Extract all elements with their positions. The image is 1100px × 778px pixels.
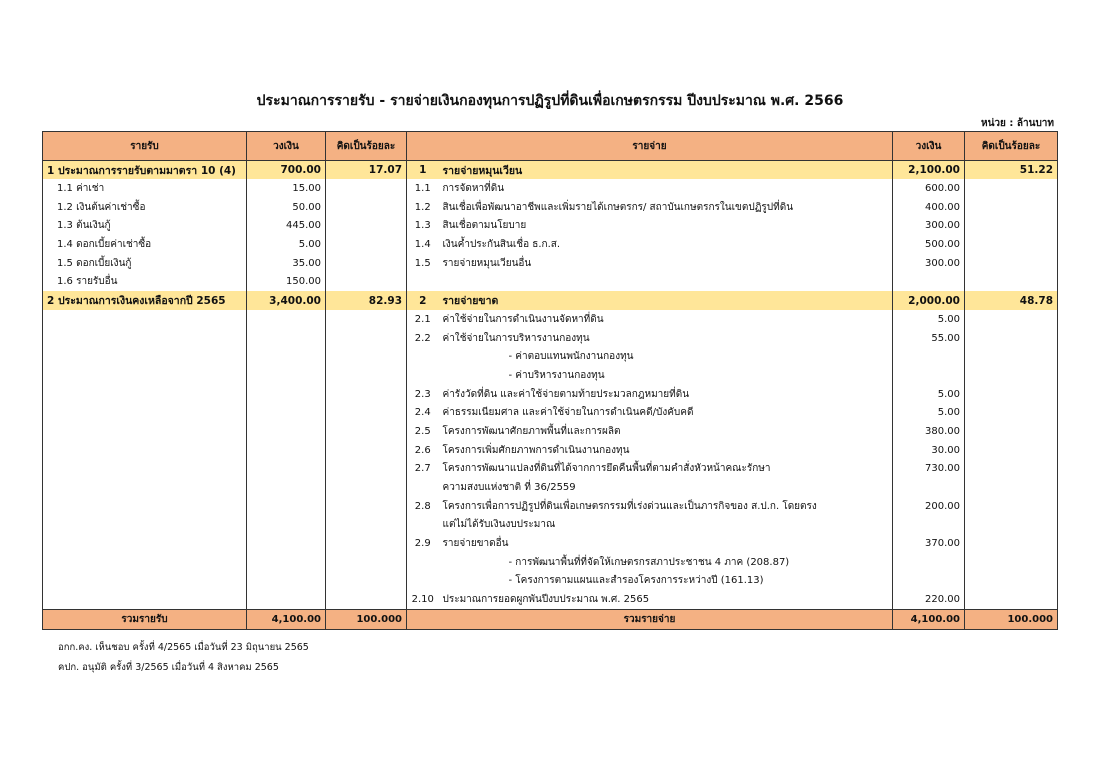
- expense-item: สินเชื่อเพื่อพัฒนาอาชีพและเพิ่มรายได้เกษตรกร/ สถาบันเกษตรกรในเขตปฏิรูปที่ดิน: [439, 198, 893, 217]
- income-amount: [247, 310, 326, 329]
- income-percent-header: คิดเป็นร้อยละ: [326, 132, 407, 161]
- income-amount: [247, 422, 326, 441]
- expense-header: รายจ่าย: [407, 132, 893, 161]
- unit-label: หน่วย : ล้านบาท: [981, 118, 1054, 129]
- report-title: ประมาณการรายรับ - รายจ่ายเงินกองทุนการปฏิรูปที่ดินเพื่อเกษตรกรรม ปีงบประมาณ พ.ศ. 2566: [256, 93, 844, 109]
- table-row: [43, 347, 1058, 366]
- expense-number: 2.8: [407, 497, 439, 516]
- income-amount: [247, 441, 326, 460]
- table-row: [43, 516, 1058, 535]
- income-item: [43, 516, 247, 535]
- expense-item: โครงการพัฒนาแปลงที่ดินที่ได้จากการยึดคืนพื้นที่ตามคำสั่งหัวหน้าคณะรักษา: [439, 460, 893, 479]
- income-percent: [326, 310, 407, 329]
- expense-number: 2.4: [407, 403, 439, 422]
- table-row: [43, 291, 1058, 310]
- table-row: [43, 179, 1058, 198]
- expense-percent: [965, 572, 1058, 591]
- expense-amount-header: วงเงิน: [893, 132, 965, 161]
- table-row: [43, 572, 1058, 591]
- income-item: [43, 441, 247, 460]
- table-row: [43, 235, 1058, 254]
- expense-number: 2.7: [407, 460, 439, 479]
- expense-item: - ค่าตอบแทนพนักงานกองทุน: [439, 347, 893, 366]
- income-amount: [247, 329, 326, 348]
- expense-item: รายจ่ายหมุนเวียนอื่น: [439, 254, 893, 273]
- income-amount: [247, 497, 326, 516]
- expense-item: โครงการเพื่อการปฏิรูปที่ดินเพื่อเกษตรกรรมที่เร่งด่วนและเป็นภารกิจของ ส.ป.ก. โดยตรง: [439, 497, 893, 516]
- income-item: [43, 385, 247, 404]
- income-percent: [326, 347, 407, 366]
- expense-number: 2.2: [407, 329, 439, 348]
- notes: [58, 638, 309, 678]
- expense-amount: [893, 478, 965, 497]
- income-item: 1.4 ดอกเบี้ยค่าเช่าซื้อ: [43, 235, 247, 254]
- expense-total-label: รวมรายจ่าย: [407, 609, 893, 629]
- income-percent: [326, 553, 407, 572]
- expense-amount: 5.00: [893, 403, 965, 422]
- income-percent: [326, 179, 407, 198]
- expense-item: - การพัฒนาพื้นที่ที่จัดให้เกษตรกรสภาประชาชน 4 ภาค (208.87): [439, 553, 893, 572]
- income-item: [43, 422, 247, 441]
- expense-item: การจัดหาที่ดิน: [439, 179, 893, 198]
- table-row: [43, 422, 1058, 441]
- expense-total-amount: 4,100.00: [893, 609, 965, 629]
- income-amount: 5.00: [247, 235, 326, 254]
- expense-percent-header: คิดเป็นร้อยละ: [965, 132, 1058, 161]
- expense-total-percent: 100.000: [965, 609, 1058, 629]
- table-row: [43, 310, 1058, 329]
- expense-amount: 300.00: [893, 254, 965, 273]
- table-row: [43, 329, 1058, 348]
- note-approval-1: อกก.คง. เห็นชอบ ครั้งที่ 4/2565 เมื่อวันที่ 23 มิถุนายน 2565: [58, 642, 309, 653]
- expense-amount: 55.00: [893, 329, 965, 348]
- table-row: [43, 198, 1058, 217]
- expense-percent: [965, 403, 1058, 422]
- expense-item: ค่าใช้จ่ายในการดำเนินงานจัดหาที่ดิน: [439, 310, 893, 329]
- expense-number: 2.10: [407, 590, 439, 609]
- income-percent: [326, 516, 407, 535]
- expense-percent: [965, 217, 1058, 236]
- income-item: [43, 478, 247, 497]
- income-amount: [247, 478, 326, 497]
- expense-number: 1: [407, 161, 439, 180]
- expense-percent: [965, 441, 1058, 460]
- income-amount: [247, 366, 326, 385]
- expense-percent: [965, 329, 1058, 348]
- income-amount: [247, 553, 326, 572]
- table-row: [43, 534, 1058, 553]
- expense-percent: [965, 497, 1058, 516]
- expense-percent: [965, 235, 1058, 254]
- income-total-label: รวมรายรับ: [43, 609, 247, 629]
- expense-item: โครงการเพิ่มศักยภาพการดำเนินงานกองทุน: [439, 441, 893, 460]
- income-percent: [326, 403, 407, 422]
- expense-item: ความสงบแห่งชาติ ที่ 36/2559: [439, 478, 893, 497]
- income-percent: [326, 385, 407, 404]
- expense-percent: [965, 590, 1058, 609]
- expense-amount: [893, 553, 965, 572]
- header-row: [43, 132, 1058, 161]
- budget-table: [42, 131, 1058, 630]
- expense-amount: 30.00: [893, 441, 965, 460]
- expense-amount: 300.00: [893, 217, 965, 236]
- expense-amount: 5.00: [893, 385, 965, 404]
- expense-number: [407, 516, 439, 535]
- income-item: [43, 310, 247, 329]
- income-percent: [326, 254, 407, 273]
- income-percent: [326, 441, 407, 460]
- income-percent: [326, 572, 407, 591]
- expense-percent: [965, 179, 1058, 198]
- income-amount: [247, 516, 326, 535]
- expense-item: - ค่าบริหารงานกองทุน: [439, 366, 893, 385]
- expense-amount: [893, 347, 965, 366]
- income-item: [43, 590, 247, 609]
- expense-number: 2.1: [407, 310, 439, 329]
- expense-percent: [965, 460, 1058, 479]
- expense-amount: 220.00: [893, 590, 965, 609]
- expense-number: 1.2: [407, 198, 439, 217]
- table-row: [43, 590, 1058, 609]
- income-amount: 15.00: [247, 179, 326, 198]
- expense-amount: 400.00: [893, 198, 965, 217]
- expense-number: 2: [407, 291, 439, 310]
- expense-number: 1.1: [407, 179, 439, 198]
- expense-number: [407, 478, 439, 497]
- income-amount: [247, 572, 326, 591]
- expense-amount: 200.00: [893, 497, 965, 516]
- expense-item: รายจ่ายขาด: [439, 291, 893, 310]
- income-percent: 17.07: [326, 161, 407, 180]
- income-percent: [326, 198, 407, 217]
- income-item: [43, 329, 247, 348]
- note-approval-2: คปก. อนุมัติ ครั้งที่ 3/2565 เมื่อวันที่ 4 สิงหาคม 2565: [58, 662, 279, 673]
- expense-percent: [965, 254, 1058, 273]
- income-total-percent: 100.000: [326, 609, 407, 629]
- expense-item: ค่าใช้จ่ายในการบริหารงานกองทุน: [439, 329, 893, 348]
- income-item: [43, 403, 247, 422]
- expense-item: เงินค้ำประกันสินเชื่อ ธ.ก.ส.: [439, 235, 893, 254]
- income-item: 1 ประมาณการรายรับตามมาตรา 10 (4): [43, 161, 247, 180]
- totals-row: [43, 609, 1058, 629]
- expense-number: 2.9: [407, 534, 439, 553]
- expense-amount: 5.00: [893, 310, 965, 329]
- table-row: [43, 403, 1058, 422]
- income-percent: 82.93: [326, 291, 407, 310]
- table-body: [43, 161, 1058, 610]
- table-row: [43, 497, 1058, 516]
- expense-number: [407, 572, 439, 591]
- table-row: [43, 441, 1058, 460]
- expense-item: ค่ารังวัดที่ดิน และค่าใช้จ่ายตามท้ายประมวลกฎหมายที่ดิน: [439, 385, 893, 404]
- expense-number: [407, 273, 439, 292]
- income-item: 1.3 ต้นเงินกู้: [43, 217, 247, 236]
- income-header: รายรับ: [43, 132, 247, 161]
- income-amount: 700.00: [247, 161, 326, 180]
- income-amount: 445.00: [247, 217, 326, 236]
- table-row: [43, 254, 1058, 273]
- expense-percent: [965, 478, 1058, 497]
- expense-number: 1.4: [407, 235, 439, 254]
- expense-amount: 2,100.00: [893, 161, 965, 180]
- table-row: [43, 217, 1058, 236]
- expense-amount: 500.00: [893, 235, 965, 254]
- income-percent: [326, 217, 407, 236]
- expense-amount: [893, 366, 965, 385]
- income-percent: [326, 329, 407, 348]
- expense-item: สินเชื่อตามนโยบาย: [439, 217, 893, 236]
- expense-item: [439, 273, 893, 292]
- income-amount: [247, 534, 326, 553]
- table-row: [43, 460, 1058, 479]
- expense-amount: 600.00: [893, 179, 965, 198]
- expense-number: [407, 553, 439, 572]
- expense-percent: 48.78: [965, 291, 1058, 310]
- income-amount: [247, 385, 326, 404]
- expense-item: - โครงการตามแผนและสำรองโครงการระหว่างปี (161.13): [439, 572, 893, 591]
- income-percent: [326, 422, 407, 441]
- expense-percent: [965, 198, 1058, 217]
- income-item: [43, 553, 247, 572]
- expense-number: [407, 366, 439, 385]
- income-percent: [326, 590, 407, 609]
- expense-percent: [965, 273, 1058, 292]
- income-item: 1.2 เงินต้นค่าเช่าซื้อ: [43, 198, 247, 217]
- income-amount: [247, 403, 326, 422]
- expense-percent: 51.22: [965, 161, 1058, 180]
- income-item: [43, 572, 247, 591]
- expense-item: ประมาณการยอดผูกพันปีงบประมาณ พ.ศ. 2565: [439, 590, 893, 609]
- expense-amount: 380.00: [893, 422, 965, 441]
- table-row: [43, 478, 1058, 497]
- income-item: [43, 366, 247, 385]
- income-percent: [326, 235, 407, 254]
- income-percent: [326, 534, 407, 553]
- table-row: [43, 553, 1058, 572]
- expense-item: รายจ่ายหมุนเวียน: [439, 161, 893, 180]
- income-item: [43, 460, 247, 479]
- income-amount: 3,400.00: [247, 291, 326, 310]
- expense-amount: 730.00: [893, 460, 965, 479]
- expense-number: 2.5: [407, 422, 439, 441]
- table-row: [43, 385, 1058, 404]
- income-item: 1.6 รายรับอื่น: [43, 273, 247, 292]
- expense-number: [407, 347, 439, 366]
- income-total-amount: 4,100.00: [247, 609, 326, 629]
- income-amount: 50.00: [247, 198, 326, 217]
- income-item: 2 ประมาณการเงินคงเหลือจากปี 2565: [43, 291, 247, 310]
- expense-percent: [965, 366, 1058, 385]
- income-percent: [326, 366, 407, 385]
- expense-percent: [965, 534, 1058, 553]
- income-amount: [247, 590, 326, 609]
- income-percent: [326, 273, 407, 292]
- expense-number: 2.3: [407, 385, 439, 404]
- income-percent: [326, 460, 407, 479]
- income-percent: [326, 497, 407, 516]
- income-amount: 35.00: [247, 254, 326, 273]
- expense-amount: 370.00: [893, 534, 965, 553]
- expense-amount: [893, 572, 965, 591]
- expense-item: ค่าธรรมเนียมศาล และค่าใช้จ่ายในการดำเนินคดี/บังคับคดี: [439, 403, 893, 422]
- income-amount: 150.00: [247, 273, 326, 292]
- expense-percent: [965, 310, 1058, 329]
- expense-percent: [965, 516, 1058, 535]
- income-item: [43, 534, 247, 553]
- income-amount-header: วงเงิน: [247, 132, 326, 161]
- income-item: [43, 347, 247, 366]
- expense-percent: [965, 385, 1058, 404]
- income-item: [43, 497, 247, 516]
- table-row: [43, 366, 1058, 385]
- table-row: [43, 161, 1058, 180]
- expense-number: 1.5: [407, 254, 439, 273]
- income-amount: [247, 460, 326, 479]
- expense-item: รายจ่ายขาดอื่น: [439, 534, 893, 553]
- expense-number: 2.6: [407, 441, 439, 460]
- expense-percent: [965, 553, 1058, 572]
- expense-item: โครงการพัฒนาศักยภาพพื้นที่และการผลิต: [439, 422, 893, 441]
- expense-amount: [893, 516, 965, 535]
- expense-amount: [893, 273, 965, 292]
- income-item: 1.5 ดอกเบี้ยเงินกู้: [43, 254, 247, 273]
- income-percent: [326, 478, 407, 497]
- expense-item: แต่ไม่ได้รับเงินงบประมาณ: [439, 516, 893, 535]
- expense-number: 1.3: [407, 217, 439, 236]
- table-row: [43, 273, 1058, 292]
- expense-percent: [965, 347, 1058, 366]
- expense-amount: 2,000.00: [893, 291, 965, 310]
- income-amount: [247, 347, 326, 366]
- income-item: 1.1 ค่าเช่า: [43, 179, 247, 198]
- expense-percent: [965, 422, 1058, 441]
